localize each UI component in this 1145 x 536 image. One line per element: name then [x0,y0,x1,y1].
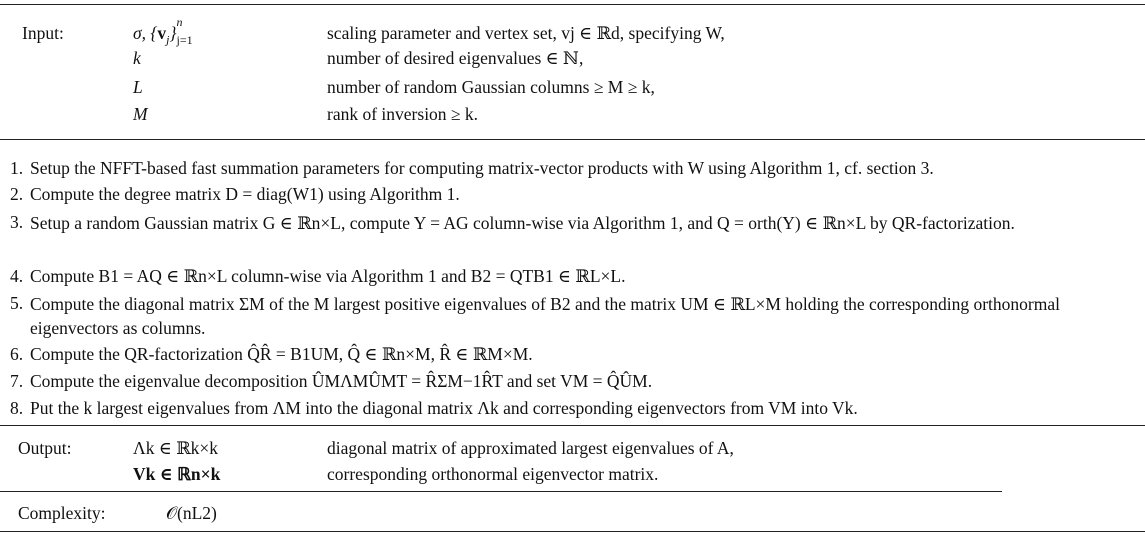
input-symbol-k: k [133,48,141,68]
step-text: Setup a random Gaussian matrix G ∈ ℝn×L, compute Y = AG column-wise via Algorithm 1, and Q = orth(Y) ∈ ℝn×L by QR-factorization. [30,213,1015,233]
output-symbol-V: Vk ∈ ℝn×k [133,464,221,484]
step-number: 1. [10,158,24,178]
step-number: 5. [10,293,24,313]
algorithm-step [10,370,652,392]
top-rule [0,4,1145,5]
input-label: Input: [22,23,64,43]
step-number: 3. [10,212,24,232]
step-text: Compute the degree matrix D = diag(W1) using Algorithm 1. [30,184,460,204]
output-label: Output: [18,438,72,458]
input-desc-2: number of random Gaussian columns ≥ M ≥ k, [327,77,655,97]
step-text: Put the k largest eigenvalues from ΛM into the diagonal matrix Λk and corresponding eigenvectors from VM into Vk. [30,398,858,418]
step-number: 4. [10,266,24,286]
algorithm-step [10,211,1140,235]
algorithm-step [10,397,858,419]
step-text: Compute the QR-factorization Q̂R̂ = B1UM, Q̂ ∈ ℝn×M, R̂ ∈ ℝM×M. [30,344,533,364]
input-desc-3: rank of inversion ≥ k. [327,104,479,124]
step-text: Compute the diagonal matrix ΣM of the M largest positive eigenvalues of B2 and the matrix UM ∈ ℝL×M holding the corresponding orthonormal eigenvectors as columns. [30,294,1060,338]
output-complexity-rule [0,491,1002,492]
output-symbol-lambda: Λk ∈ ℝk×k [133,438,219,458]
step-number: 8. [10,398,24,418]
step-text: Setup the NFFT-based fast summation parameters for computing matrix-vector products with W using Algorithm 1, cf. section 3. [30,158,934,178]
algorithm-step [10,183,460,205]
steps-output-rule [0,425,1145,426]
step-text: Compute B1 = AQ ∈ ℝn×L column-wise via Algorithm 1 and B2 = QTB1 ∈ ℝL×L. [30,266,626,286]
algorithm-step [10,292,1140,340]
complexity-label: Complexity: [18,503,106,523]
input-symbol-M: M [133,104,148,124]
input-symbol-sigma-vertices: σ, $\{v_j\}$ n $_{j=1}$ [133,15,193,47]
input-desc-1: number of desired eigenvalues ∈ ℕ, [327,48,584,68]
output-desc-1: corresponding orthonormal eigenvector matrix. [327,464,659,484]
output-desc-0: diagonal matrix of approximated largest eigenvalues of A, [327,438,734,458]
bottom-rule [0,531,1145,532]
input-steps-rule [0,139,1145,140]
step-number: 2. [10,184,24,204]
algorithm-step [10,265,625,287]
input-symbol-L: L [133,77,143,97]
step-number: 6. [10,344,24,364]
input-desc-0: scaling parameter and vertex set, vj ∈ ℝd, specifying W, [327,23,725,43]
step-text: Compute the eigenvalue decomposition ÛMΛMÛMT = R̂ΣM−1R̂T and set VM = Q̂ÛM. [30,371,653,391]
algorithm-step [10,343,533,365]
algorithm-step [10,157,934,179]
complexity-value: 𝒪(nL2) [166,503,217,523]
step-number: 7. [10,371,24,391]
